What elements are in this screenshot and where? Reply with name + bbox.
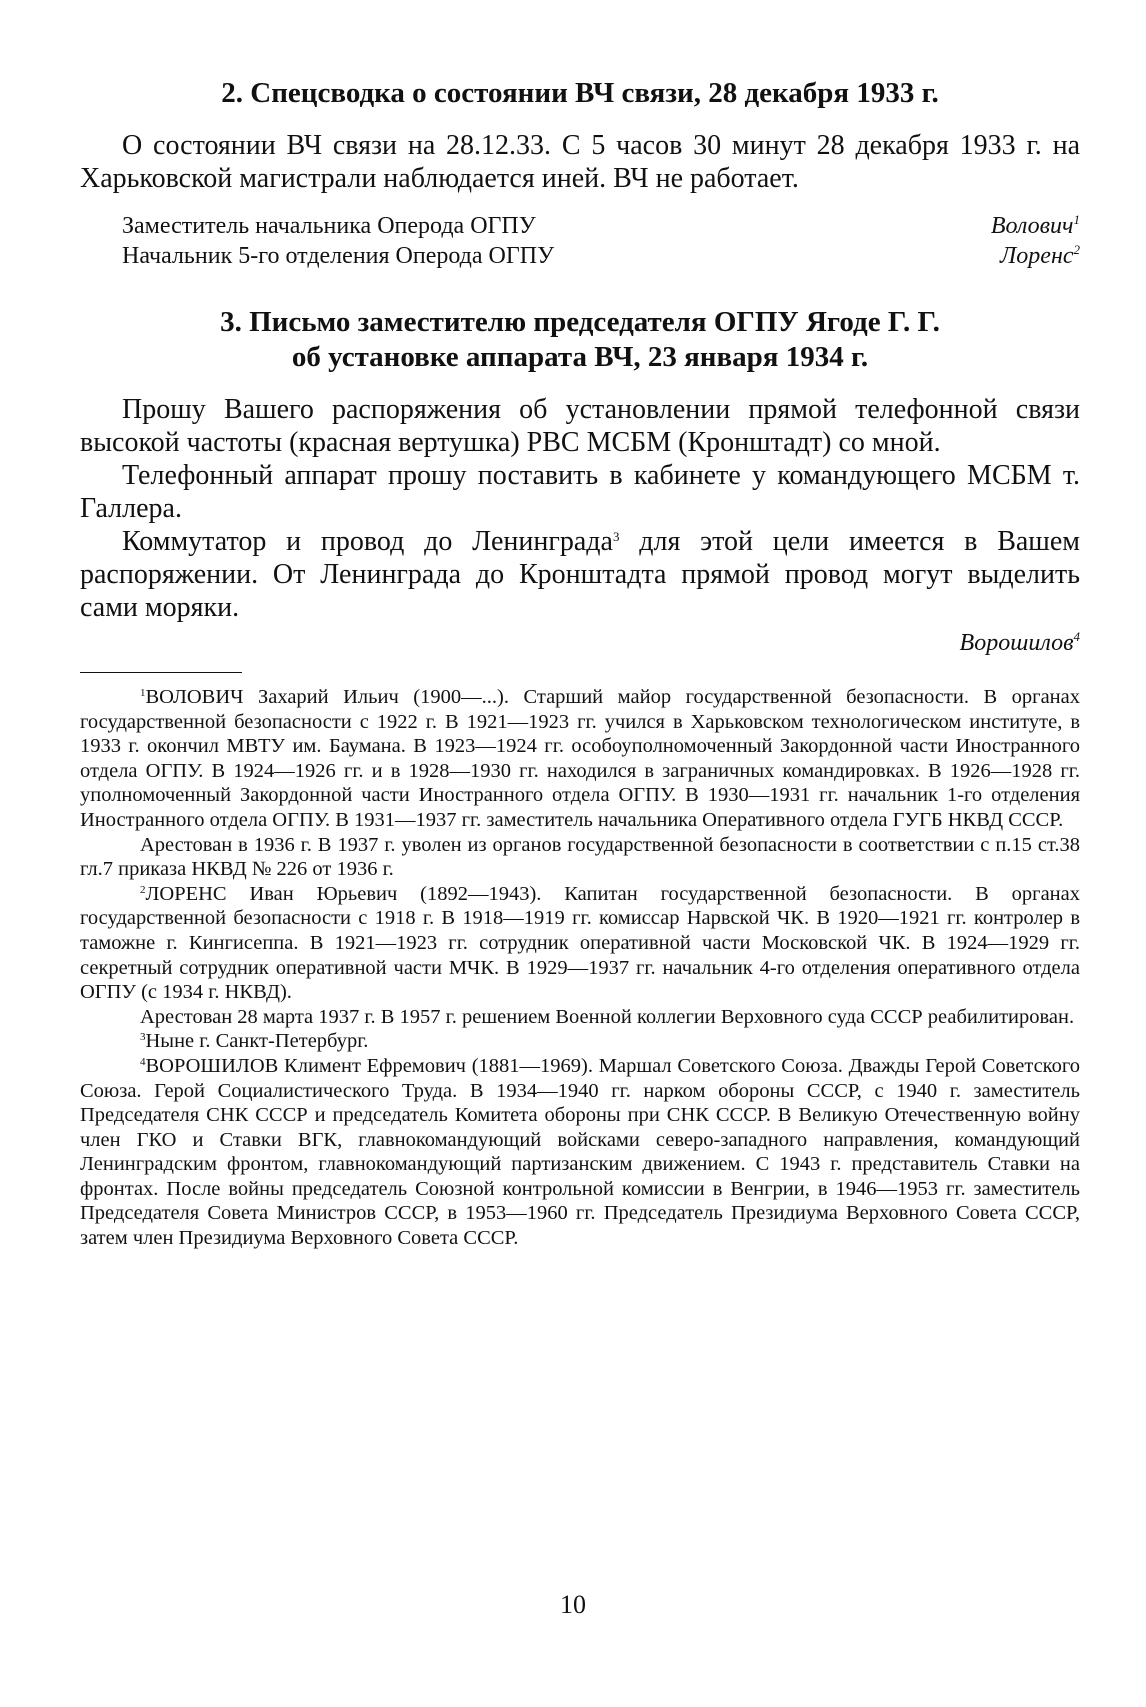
page-content [80,70,1080,1251]
footnote [80,1005,1080,1030]
signature-block-1 [80,211,1080,271]
footnote-ref: 4 [1073,629,1080,644]
signature-row [122,241,1080,271]
signature-name: Ворошилов [959,630,1074,656]
footnote [80,882,1080,1005]
footnote-text: Арестован 28 марта 1937 г. В 1957 г. решением Военной коллегии Верховного суда СССР реабилитирован. [140,1005,1075,1028]
footnote-ref: 2 [1073,242,1080,257]
report-paragraph: О состоянии ВЧ связи на 28.12.33. С 5 часов 30 минут 28 декабря 1933 г. на Харьковской магистрали наблюдается иней. ВЧ не работает. [80,130,1080,194]
signature-name: Лоренс [1000,243,1074,269]
heading-line: об установке аппарата ВЧ, 23 января 1934 г. [291,341,869,373]
footnote-text: ЛОРЕНС Иван Юрьевич (1892—1943). Капитан государственной безопасности. В органах государственной безопасности с 1918 г. В 1918—1919 гг. комиссар Нарвской ЧК. В 1920—1921 гг. контролер в таможне г. Кингисеппа. В 1921—1923 гг. сотрудник оперативной части Московской ЧК. В 1924—1929 гг. секретный сотрудник оперативной части МЧК. В 1929—1937 гг. начальник 4-го отделения оперативного отдела ОГПУ (с 1934 г. НКВД). [80,882,1080,1004]
signature-voroshilov [80,628,1080,658]
footnote-number: 4 [140,1055,146,1068]
signature-row [122,211,1080,241]
footnote-number: 3 [140,1031,146,1044]
letter-paragraph [80,525,1080,624]
letter-paragraph: Прошу Вашего распоряжения об установлении прямой телефонной связи высокой частоты (красная вертушка) РВС МСБМ (Кронштадт) со мной. [80,394,1080,458]
paragraph-text: Коммутатор и провод до Ленинграда [122,526,613,557]
footnote-ref: 1 [1073,212,1080,227]
signature-position: Заместитель начальника Оперода ОГПУ [122,213,536,239]
section-heading-3 [80,305,1080,375]
footnote-number: 2 [140,883,146,896]
footnote [80,833,1080,882]
page-number: 10 [560,1590,586,1619]
footnote-text: Арестован в 1936 г. В 1937 г. уволен из органов государственной безопасности в соответствии с п.15 ст.38 гл.7 приказа НКВД № 226 от 1936 г. [80,833,1080,881]
footnote [80,1054,1080,1251]
footnote-number: 1 [140,687,146,699]
footnote-ref: 3 [612,529,620,544]
footnote-text: Ныне г. Санкт-Петербург. [145,1030,369,1053]
footnote-divider [80,672,242,673]
section-heading-2: 2. Спецсводка о состоянии ВЧ связи, 28 декабря 1933 г. [221,77,939,109]
footnote-text: ВОРОШИЛОВ Климент Ефремович (1881—1969). Маршал Советского Союза. Дважды Герой Советского Союза. Герой Социалистического Труда. В 1934—1940 гг. нарком обороны СССР, с 1940 г. заместитель Председателя СНК СССР и председатель Комитета обороны при СНК СССР. В Великую Отечественную войну член ГКО и Ставки ВГК, главнокомандующий войсками северо-западного направления, командующий Ленинградским фронтом, главнокомандующий партизанским движением. С 1943 г. представитель Ставки на фронтах. После войны председатель Союзной контрольной комиссии в Венгрии, в 1946—1953 гг. заместитель Председателя Совета Министров СССР, в 1953—1960 гг. Председатель Президиума Верховного Совета СССР, затем член Президиума Верховного Совета СССР. [80,1054,1080,1250]
footnote-text: ВОЛОВИЧ Захарий Ильич (1900—...). Старший майор государственной безопасности. В органах государственной безопасности с 1922 г. В 1921—1923 гг. учился в Харьковском технологическом институте, в 1933 г. окончил МВТУ им. Баумана. В 1923—1924 гг. особоуполномоченный Закордонной части Иностранного отдела ОГПУ. В 1924—1926 гг. и в 1928—1930 гг. находился в заграничных командировках. В 1926—1928 гг. уполномоченный Закордонной части Иностранного отдела ОГПУ. В 1930—1931 гг. начальник 1-го отделения Иностранного отдела ОГПУ. В 1931—1937 гг. заместитель начальника Оперативного отдела ГУГБ НКВД СССР. [80,686,1080,831]
paragraph-text: для этой цели имеется в Вашем распоряжении. От Ленинграда до Кронштадта прямой провод могут выделить сами моряки. [80,526,1080,623]
signature-position: Начальник 5-го отделения Оперода ОГПУ [122,243,555,269]
footnote [80,685,1080,833]
letter-paragraph: Телефонный аппарат прошу поставить в кабинете у командующего МСБМ т. Галлера. [80,460,1080,524]
heading-line: 3. Письмо заместителю председателя ОГПУ Ягоде Г. Г. [220,306,940,338]
signature-name: Волович [990,213,1074,239]
footnote [80,1029,1080,1054]
